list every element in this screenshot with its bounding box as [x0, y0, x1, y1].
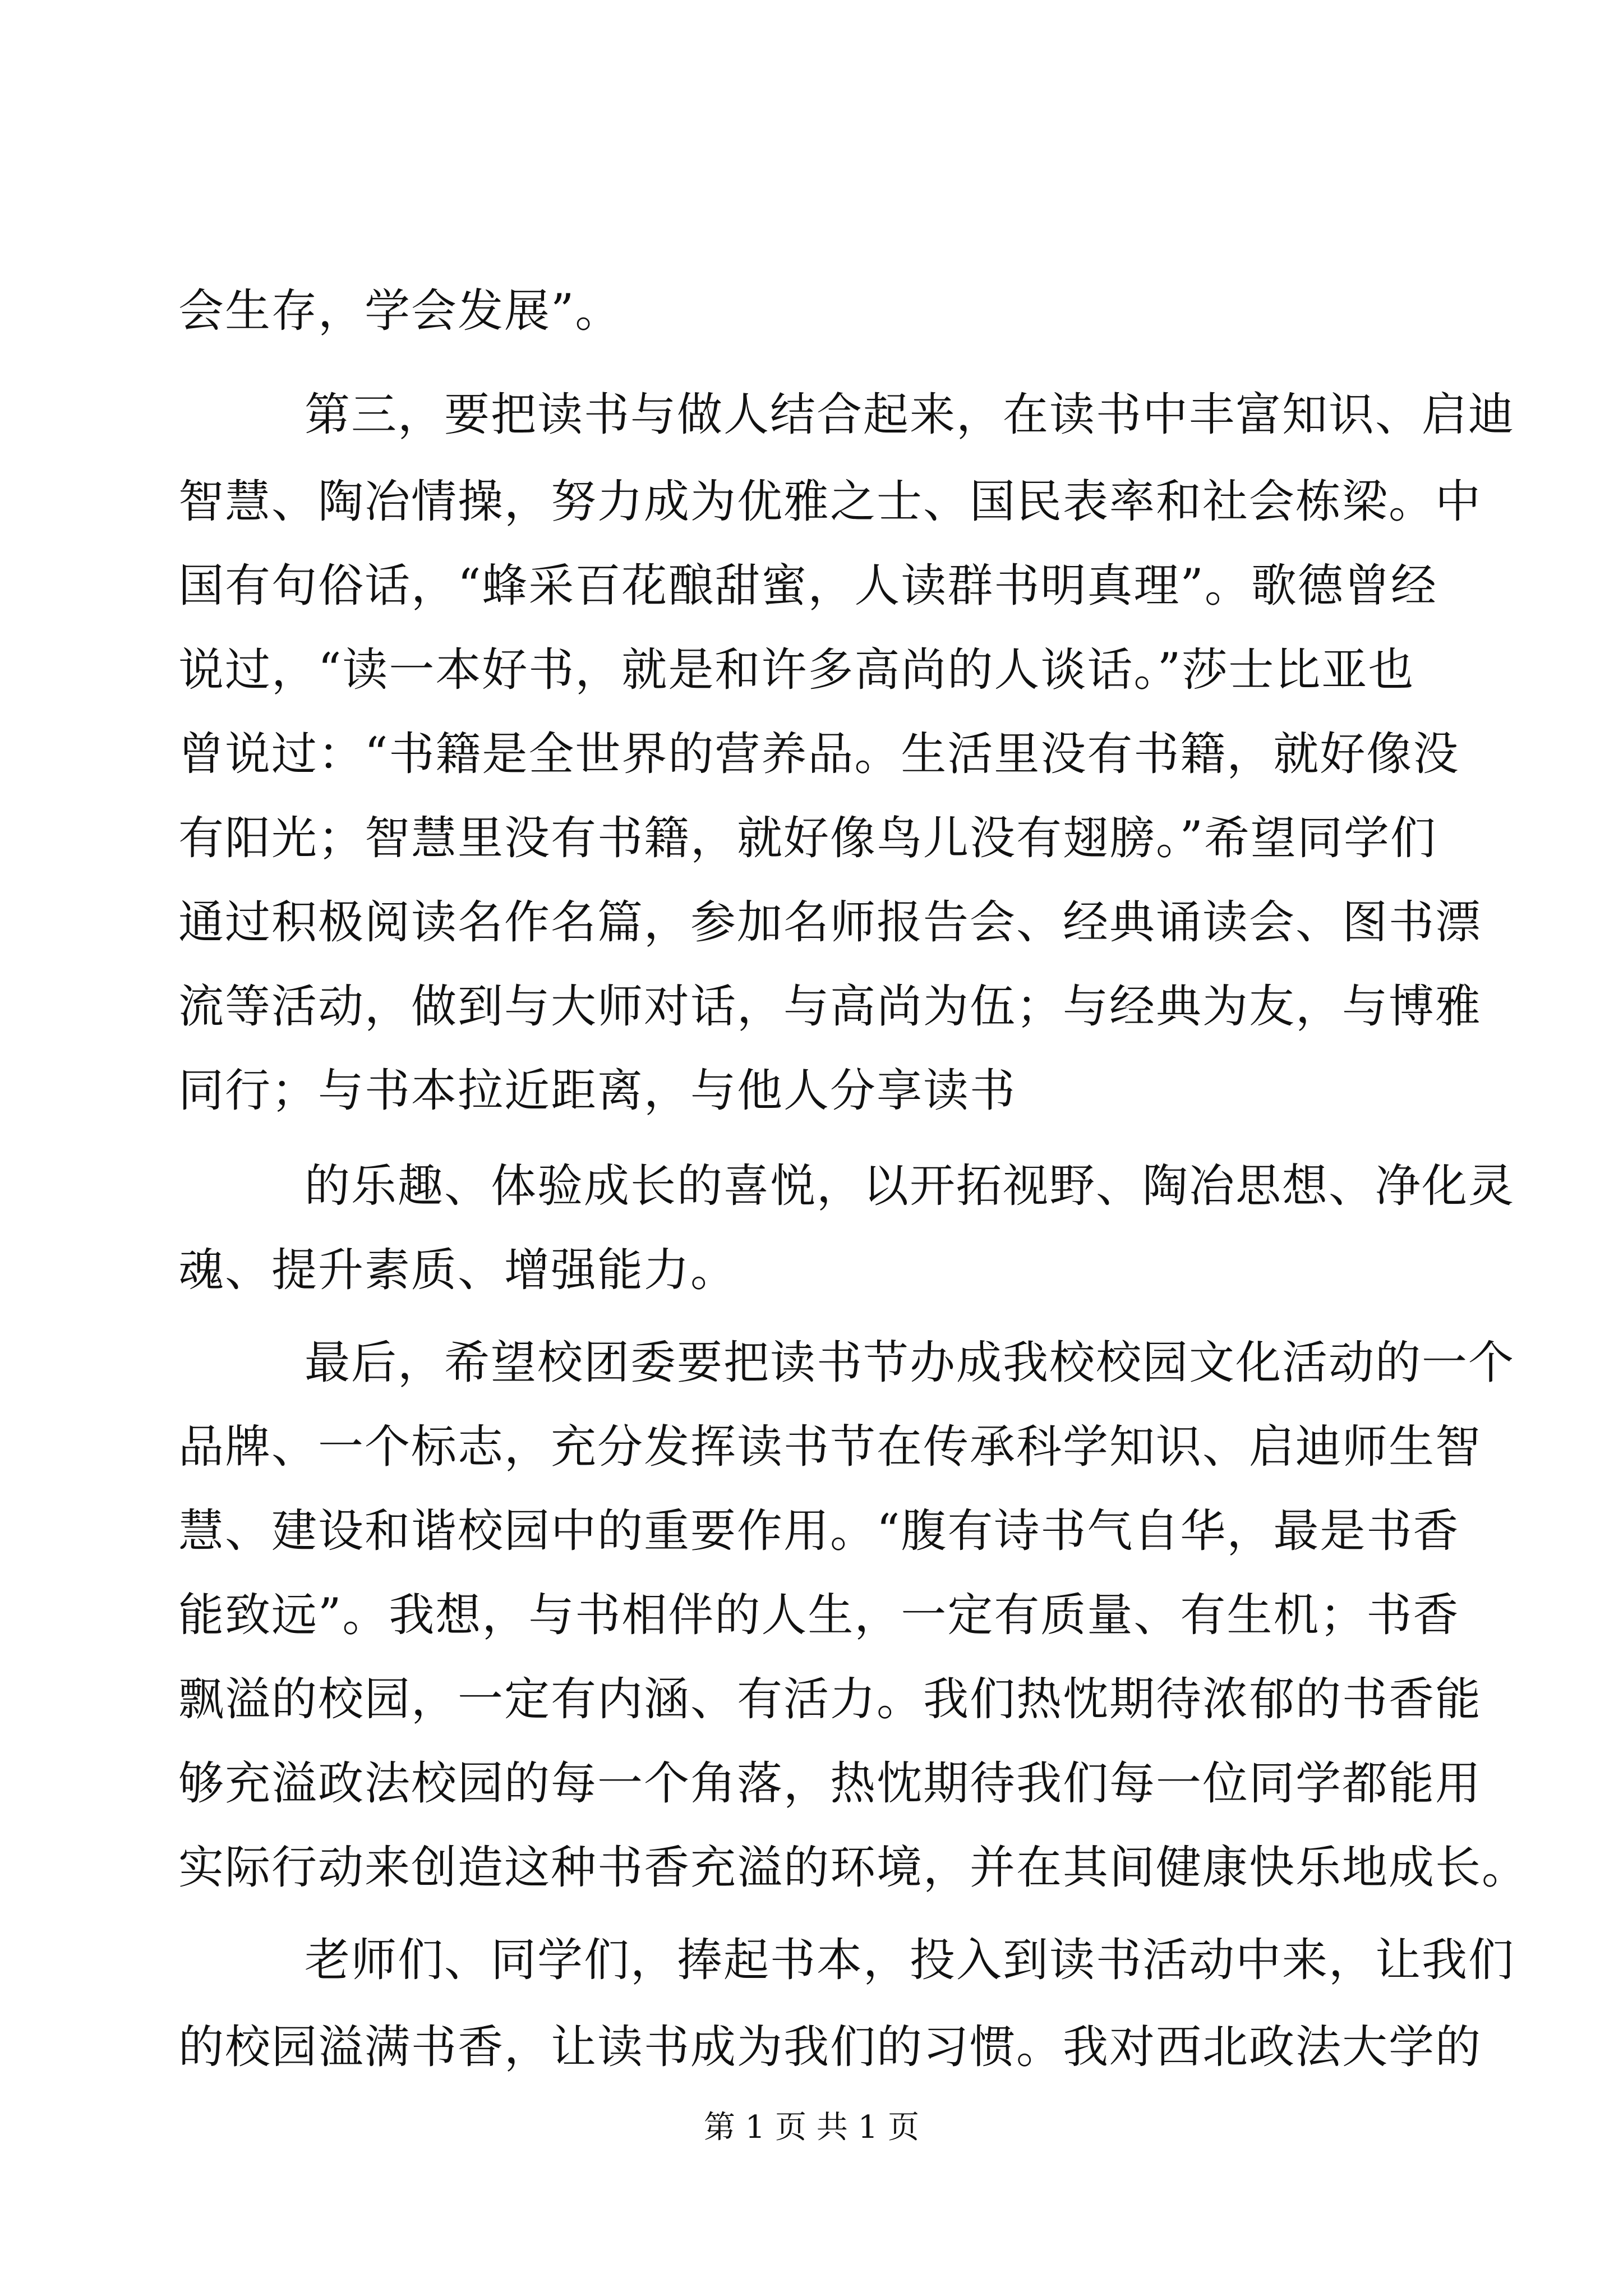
text-line: 最后，希望校团委要把读书节办成我校校园文化活动的一个 [305, 1337, 1515, 1389]
text-line: 飘溢的校园，一定有内涵、有活力。我们热忱期待浓郁的书香能 [178, 1673, 1482, 1726]
text-line: 有阳光；智慧里没有书籍，就好像鸟儿没有翅膀。”希望同学们 [178, 812, 1437, 865]
text-line: 会生存，学会发展”。 [178, 285, 622, 338]
text-line: 慧、建设和谐校园中的重要作用。“腹有诗书气自华，最是书香 [178, 1505, 1460, 1558]
text-line: 的校园溢满书香，让读书成为我们的习惯。我对西北政法大学的 [178, 2021, 1482, 2074]
text-line: 老师们、同学们，捧起书本，投入到读书活动中来，让我们 [305, 1934, 1515, 1987]
text-line: 品牌、一个标志，充分发挥读书节在传承科学知识、启迪师生智 [178, 1421, 1482, 1474]
text-line: 够充溢政法校园的每一个角落，热忱期待我们每一位同学都能用 [178, 1757, 1482, 1810]
text-line: 智慧、陶冶情操，努力成为优雅之士、国民表率和社会栋梁。中 [178, 476, 1482, 528]
text-line: 流等活动，做到与大师对话，与高尚为伍；与经典为友，与博雅 [178, 981, 1482, 1033]
text-line: 同行；与书本拉近距离，与他人分享读书 [178, 1065, 1017, 1117]
text-line: 国有句俗话，“蜂采百花酿甜蜜，人读群书明真理”。歌德曾经 [178, 560, 1437, 613]
text-line: 通过积极阅读名作名篇，参加名师报告会、经典诵读会、图书漂 [178, 896, 1482, 949]
text-line: 曾说过：“书籍是全世界的营养品。生活里没有书籍，就好像没 [178, 728, 1460, 781]
text-line: 第三，要把读书与做人结合起来，在读书中丰富知识、启迪 [305, 389, 1515, 441]
text-line: 的乐趣、体验成长的喜悦，以开拓视野、陶冶思想、净化灵 [305, 1160, 1515, 1213]
text-line: 实际行动来创造这种书香充溢的环境，并在其间健康快乐地成长。 [178, 1842, 1529, 1894]
page-footer: 第 1 页 共 1 页 [703, 2109, 920, 2146]
text-line: 魂、提升素质、增强能力。 [178, 1244, 737, 1297]
text-line: 能致远”。我想，与书相伴的人生，一定有质量、有生机；书香 [178, 1589, 1460, 1642]
text-line: 说过，“读一本好书，就是和许多高尚的人谈话。”莎士比亚也 [178, 644, 1415, 697]
